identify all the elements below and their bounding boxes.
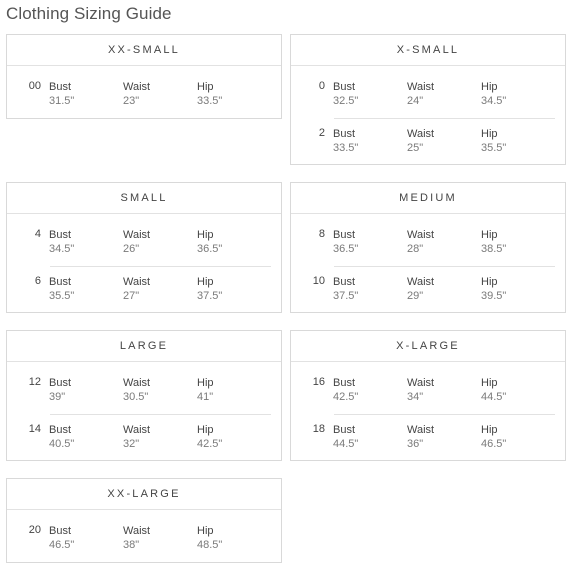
size-card-header: LARGE (7, 331, 281, 362)
size-card-xx-large (6, 478, 282, 563)
waist-label: Waist (407, 276, 435, 288)
size-rows (291, 214, 565, 314)
waist-label: Waist (123, 81, 151, 93)
waist-value: 24" (407, 95, 424, 107)
waist-measurement (123, 275, 150, 303)
waist-label: Waist (123, 525, 151, 537)
bust-value: 33.5" (333, 142, 359, 154)
size-card-xx-small (6, 34, 282, 119)
size-card-large (6, 330, 282, 461)
size-card-header: XX-LARGE (7, 479, 281, 510)
waist-value: 30.5" (123, 391, 149, 403)
size-row (7, 368, 281, 415)
hip-label: Hip (197, 229, 214, 241)
hip-measurement (197, 376, 214, 404)
waist-value: 27" (123, 290, 140, 302)
bust-label: Bust (333, 276, 356, 288)
hip-label: Hip (481, 81, 498, 93)
waist-measurement (123, 423, 150, 451)
waist-label: Waist (407, 424, 435, 436)
bust-value: 37.5" (333, 290, 359, 302)
hip-label: Hip (197, 424, 214, 436)
bust-value: 36.5" (333, 243, 359, 255)
waist-value: 25" (407, 142, 424, 154)
size-row (7, 72, 281, 119)
hip-value: 38.5" (481, 243, 507, 255)
size-row (7, 220, 281, 267)
bust-value: 31.5" (49, 95, 75, 107)
size-row (7, 516, 281, 563)
size-number: 0 (318, 80, 325, 92)
size-row (291, 119, 565, 166)
bust-label: Bust (49, 525, 72, 537)
waist-label: Waist (407, 81, 435, 93)
hip-measurement (481, 80, 506, 108)
hip-label: Hip (481, 276, 498, 288)
bust-measurement (333, 127, 358, 155)
bust-measurement (49, 275, 74, 303)
hip-value: 36.5" (197, 243, 223, 255)
hip-value: 37.5" (197, 290, 223, 302)
hip-measurement (481, 127, 506, 155)
bust-label: Bust (333, 229, 356, 241)
waist-label: Waist (123, 229, 151, 241)
bust-label: Bust (49, 276, 72, 288)
size-number: 6 (34, 275, 41, 287)
hip-value: 42.5" (197, 438, 223, 450)
hip-value: 46.5" (481, 438, 507, 450)
size-rows (7, 214, 281, 314)
bust-label: Bust (49, 377, 72, 389)
bust-value: 35.5" (49, 290, 75, 302)
waist-label: Waist (407, 128, 435, 140)
hip-measurement (481, 228, 506, 256)
bust-measurement (49, 423, 74, 451)
waist-value: 28" (407, 243, 424, 255)
bust-measurement (333, 228, 358, 256)
hip-value: 34.5" (481, 95, 507, 107)
bust-value: 32.5" (333, 95, 359, 107)
hip-measurement (197, 524, 222, 552)
hip-measurement (197, 80, 222, 108)
size-card-small (6, 182, 282, 313)
hip-label: Hip (197, 525, 214, 537)
hip-measurement (481, 275, 506, 303)
hip-value: 41" (197, 391, 214, 403)
bust-label: Bust (333, 81, 356, 93)
bust-measurement (49, 376, 71, 404)
waist-label: Waist (123, 377, 151, 389)
size-rows (7, 510, 281, 563)
hip-value: 33.5" (197, 95, 223, 107)
bust-label: Bust (333, 128, 356, 140)
hip-value: 44.5" (481, 391, 507, 403)
hip-label: Hip (197, 81, 214, 93)
size-row (291, 368, 565, 415)
waist-measurement (407, 423, 434, 451)
bust-measurement (333, 80, 358, 108)
bust-label: Bust (333, 377, 356, 389)
waist-measurement (407, 228, 434, 256)
size-row (291, 72, 565, 119)
size-number: 20 (28, 524, 41, 536)
hip-label: Hip (197, 276, 214, 288)
waist-measurement (123, 524, 150, 552)
waist-value: 32" (123, 438, 140, 450)
hip-label: Hip (197, 377, 214, 389)
waist-label: Waist (123, 424, 151, 436)
bust-measurement (333, 275, 358, 303)
waist-measurement (407, 80, 434, 108)
hip-label: Hip (481, 128, 498, 140)
size-row (7, 415, 281, 462)
size-card-header: X-LARGE (291, 331, 565, 362)
bust-label: Bust (49, 81, 72, 93)
bust-value: 44.5" (333, 438, 359, 450)
waist-measurement (407, 275, 434, 303)
size-card-header: MEDIUM (291, 183, 565, 214)
size-number: 00 (28, 80, 41, 92)
size-row (291, 220, 565, 267)
bust-measurement (49, 80, 74, 108)
size-card-header: XX-SMALL (7, 35, 281, 66)
bust-value: 42.5" (333, 391, 359, 403)
waist-measurement (123, 80, 150, 108)
hip-measurement (197, 228, 222, 256)
page-title: Clothing Sizing Guide (6, 4, 172, 23)
hip-label: Hip (481, 424, 498, 436)
size-rows (291, 362, 565, 462)
size-row (7, 267, 281, 314)
bust-label: Bust (49, 424, 72, 436)
waist-measurement (123, 376, 150, 404)
size-card-header: SMALL (7, 183, 281, 214)
waist-value: 36" (407, 438, 424, 450)
bust-measurement (333, 376, 358, 404)
hip-measurement (481, 423, 506, 451)
size-card-x-small (290, 34, 566, 165)
hip-measurement (197, 275, 222, 303)
size-number: 16 (312, 376, 325, 388)
size-number: 10 (312, 275, 325, 287)
hip-label: Hip (481, 229, 498, 241)
bust-measurement (333, 423, 358, 451)
bust-measurement (49, 228, 74, 256)
size-card-x-large (290, 330, 566, 461)
size-number: 18 (312, 423, 325, 435)
hip-value: 35.5" (481, 142, 507, 154)
size-row (291, 267, 565, 314)
size-rows (7, 66, 281, 119)
bust-value: 40.5" (49, 438, 75, 450)
bust-label: Bust (333, 424, 356, 436)
bust-measurement (49, 524, 74, 552)
size-row (291, 415, 565, 462)
size-number: 14 (28, 423, 41, 435)
waist-value: 34" (407, 391, 424, 403)
hip-value: 48.5" (197, 539, 223, 551)
size-card-header: X-SMALL (291, 35, 565, 66)
bust-value: 46.5" (49, 539, 75, 551)
bust-value: 39" (49, 391, 66, 403)
size-card-medium (290, 182, 566, 313)
hip-label: Hip (481, 377, 498, 389)
waist-value: 26" (123, 243, 140, 255)
waist-label: Waist (123, 276, 151, 288)
waist-value: 23" (123, 95, 140, 107)
hip-measurement (197, 423, 222, 451)
size-rows (7, 362, 281, 462)
size-rows (291, 66, 565, 166)
waist-measurement (407, 376, 434, 404)
waist-measurement (123, 228, 150, 256)
hip-measurement (481, 376, 506, 404)
size-number: 2 (318, 127, 325, 139)
waist-label: Waist (407, 377, 435, 389)
size-number: 8 (318, 228, 325, 240)
waist-measurement (407, 127, 434, 155)
bust-value: 34.5" (49, 243, 75, 255)
hip-value: 39.5" (481, 290, 507, 302)
size-number: 12 (28, 376, 41, 388)
size-number: 4 (34, 228, 41, 240)
waist-value: 38" (123, 539, 140, 551)
bust-label: Bust (49, 229, 72, 241)
waist-label: Waist (407, 229, 435, 241)
waist-value: 29" (407, 290, 424, 302)
